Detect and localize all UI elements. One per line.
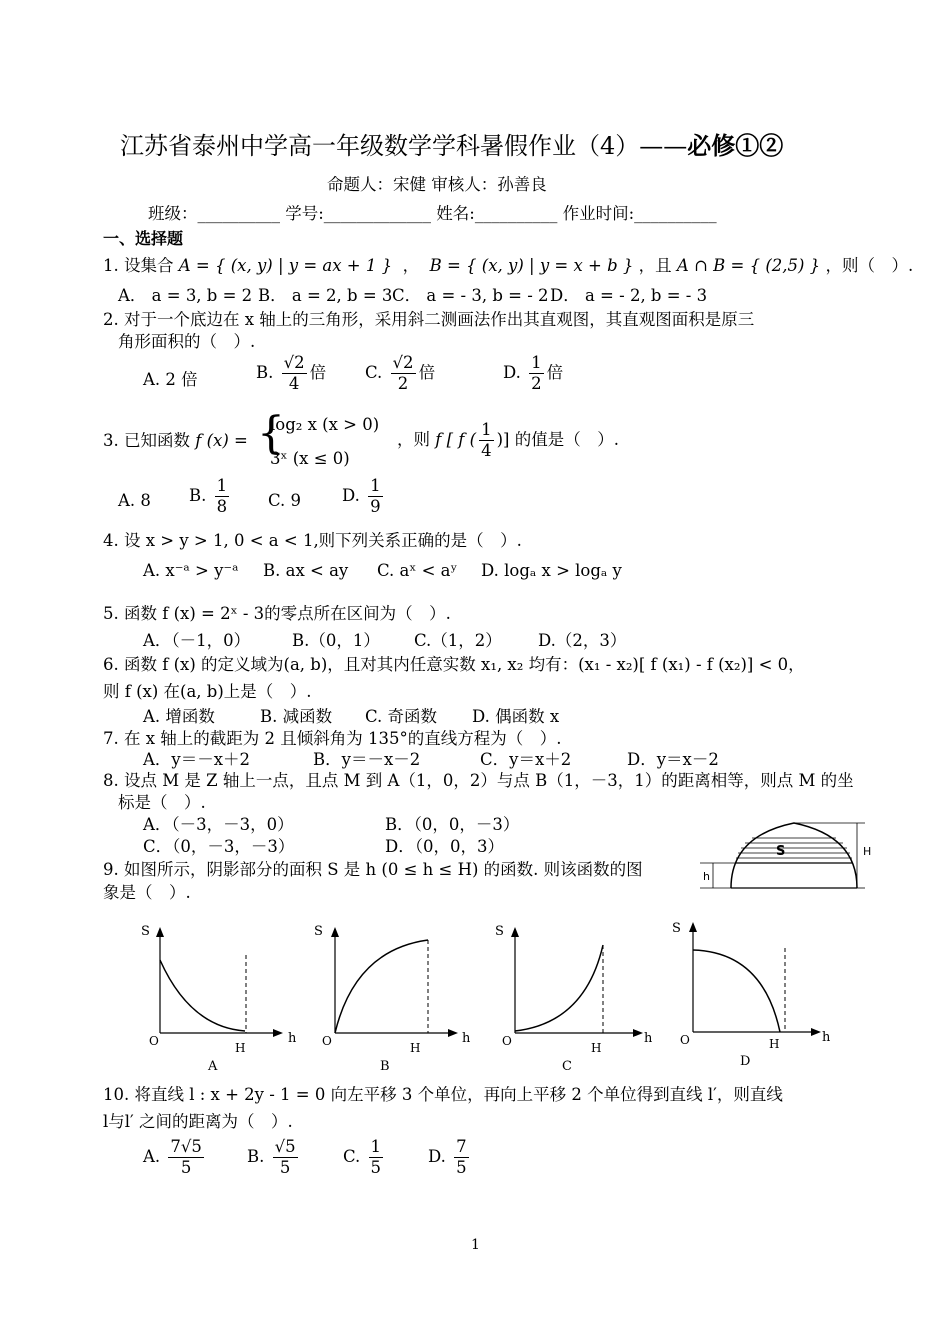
q10-d-label: D.: [428, 1147, 446, 1166]
q3-quarter-den: 4: [481, 441, 492, 460]
q9-a-axis-x: h: [288, 1031, 297, 1046]
q4-stem: 4. 设 x > y > 1, 0 < a < 1,则下列关系正确的是（ ）.: [103, 531, 522, 550]
q9-dome-s-label: S: [776, 844, 786, 859]
q8-option-d: D．（0，0，3）: [385, 837, 504, 856]
q3-tail-a: ，则: [397, 430, 430, 449]
q3-d-den: 9: [370, 497, 381, 516]
q10-c-den: 5: [370, 1158, 382, 1177]
q10-line2: l与l′ 之间的距离为（ ）.: [103, 1112, 293, 1131]
q10-option-d: [428, 1137, 472, 1178]
q7-option-d: D．y＝x－2: [627, 750, 719, 769]
q9-d-label: D: [740, 1054, 751, 1069]
q10-c-num: 1: [370, 1137, 382, 1156]
q8-line1: 8. 设点 M 是 Z 轴上一点，且点 M 到 A（1，0，2）与点 B（1，－3，1）的距离相等，则点 M 的坐: [103, 771, 854, 790]
q9-a-axis-y: S: [141, 924, 150, 939]
q2-c-fraction: [391, 353, 416, 394]
q9-d-origin: O: [680, 1033, 690, 1047]
q3-tail: [397, 420, 619, 461]
q6-line2: 则 f (x) 在(a, b)上是（ ）.: [103, 682, 312, 701]
q2-c-label: C.: [365, 363, 383, 382]
q2-line2: 角形面积的（ ）.: [118, 332, 256, 351]
q10-a-den: 5: [180, 1158, 192, 1177]
q8-option-c: C．（0，－3，－3）: [143, 837, 295, 856]
q2-b-num: √2: [283, 353, 305, 372]
q6-line1: 6. 函数 f (x) 的定义域为(a, b)，且对其内任意实数 x₁, x₂ 均有：(x₁ - x₂)[ f (x₁) - f (x₂)] < 0，: [103, 655, 805, 674]
q8-line2: 标是（ ）.: [118, 793, 206, 812]
title-bold: 必修①②: [687, 131, 784, 160]
q3-case2: 3ˣ (x ≤ 0): [270, 449, 350, 468]
q1-option-d: D． a = - 2, b = - 3: [550, 286, 708, 305]
q3-case1: log₂ x (x > 0): [270, 415, 380, 434]
q9-b-axis-y: S: [314, 924, 323, 939]
q9-graph-a: [135, 915, 310, 1075]
q5-option-d: D.（2，3）: [538, 631, 627, 650]
q10-b-fraction: [273, 1137, 298, 1178]
q2-d-num: 1: [531, 353, 542, 372]
q1-tail: ，则（ ）.: [825, 256, 914, 275]
q9-a-origin: O: [149, 1034, 159, 1048]
q3-stem: [103, 430, 248, 452]
q3-tail-c: )] 的值是（ ）.: [496, 430, 619, 449]
q1-set-a: A = { (x, y) | y = ax + 1 }: [178, 256, 393, 275]
q3-quarter: [479, 420, 494, 461]
q3-b-num: 1: [216, 476, 228, 495]
q5-stem: 5. 函数 f (x) = 2ˣ - 3的零点所在区间为（ ）.: [103, 604, 451, 623]
q2-d-den: 2: [531, 374, 542, 393]
q6-option-d: D. 偶函数 x: [472, 707, 560, 726]
q2-d-fraction: [529, 353, 544, 394]
q7-option-c: C．y＝x＋2: [480, 750, 572, 769]
q9-b-mark: H: [410, 1041, 421, 1055]
q10-b-label: B.: [247, 1147, 265, 1166]
q2-c-den: 2: [397, 374, 409, 393]
q1-intersection: A ∩ B = { (2,5) }: [676, 256, 821, 275]
q9-line2: 象是（ ）.: [103, 883, 191, 902]
q3-quarter-num: 1: [481, 420, 492, 439]
q3-fx: f (x) =: [195, 431, 248, 450]
q2-b-bei: 倍: [309, 363, 327, 382]
q9-dome-H-label: H: [863, 845, 872, 858]
q2-c-bei: 倍: [418, 363, 436, 382]
q8-option-b: B．（0，0，－3）: [385, 815, 520, 834]
q9-c-mark: H: [591, 1041, 602, 1055]
q3-b-label: B.: [189, 486, 207, 505]
q10-c-label: C.: [343, 1147, 361, 1166]
q10-a-fraction: [168, 1137, 204, 1178]
student-info-line: 班级：__________ 学号:_____________ 姓名:__________ 作业时间:__________: [148, 204, 717, 223]
page-title: [120, 131, 783, 161]
q3-d-num: 1: [370, 476, 381, 495]
q4-option-a: A. x⁻ᵃ > y⁻ᵃ: [143, 561, 239, 580]
q10-option-a: [143, 1137, 207, 1178]
q8-option-a: A．（－3，－3，0）: [143, 815, 294, 834]
q9-c-axis-x: h: [644, 1031, 653, 1046]
q3-stem-label: 3. 已知函数: [103, 431, 190, 450]
page-number: 1: [471, 1237, 480, 1253]
q10-option-c: [343, 1137, 386, 1178]
q10-line1: 10. 将直线 l : x + 2y - 1 = 0 向左平移 3 个单位，再向上平移 2 个单位得到直线 l′，则直线: [103, 1085, 783, 1104]
q10-a-num: 7√5: [170, 1137, 202, 1156]
q9-a-mark: H: [235, 1041, 246, 1055]
q1-option-b: B． a = 2, b = 3: [258, 286, 393, 305]
q9-d-axis-x: h: [822, 1030, 831, 1045]
q10-d-den: 5: [456, 1158, 467, 1177]
q2-option-c: [365, 353, 435, 394]
q9-b-label: B: [380, 1059, 390, 1074]
title-main: 江苏省泰州中学高一年级数学学科暑假作业（4）——: [120, 132, 688, 160]
q10-d-fraction: [454, 1137, 469, 1178]
q6-option-b: B. 减函数: [260, 707, 333, 726]
q7-option-b: B．y＝－x－2: [313, 750, 421, 769]
q9-graph-d: [668, 910, 843, 1070]
q9-d-axis-y: S: [672, 921, 681, 936]
q10-b-den: 5: [279, 1158, 291, 1177]
q9-graph-c: [490, 915, 665, 1075]
q9-a-label: A: [208, 1059, 218, 1074]
q4-option-d: D. logₐ x > logₐ y: [481, 561, 622, 580]
section-heading: 一、选择题: [103, 229, 184, 248]
q3-d-fraction: [368, 476, 383, 517]
q2-line1: 2. 对于一个底边在 x 轴上的三角形，采用斜二测画法作出其直观图，其直观图面积是原三: [103, 310, 755, 329]
q1-option-c: C． a = - 3, b = - 2: [392, 286, 549, 305]
q3-option-b: [189, 476, 232, 517]
q2-c-num: √2: [392, 353, 414, 372]
q9-dome-h-label: h: [703, 870, 710, 883]
q10-option-b: [247, 1137, 301, 1178]
q2-b-den: 4: [288, 374, 300, 393]
q5-option-a: A．（－1，0）: [143, 631, 251, 650]
q9-dome-figure: [700, 808, 880, 893]
q1-option-a: A． a = 3, b = 2: [118, 286, 253, 305]
q3-option-a: A. 8: [118, 491, 151, 510]
q10-d-num: 7: [456, 1137, 467, 1156]
q6-option-c: C. 奇函数: [365, 707, 438, 726]
q4-option-c: C. aˣ < aʸ: [377, 561, 458, 580]
q3-tail-b: f [ f (: [435, 430, 477, 449]
q3-b-den: 8: [216, 497, 228, 516]
q5-option-b: B.（0，1）: [292, 631, 380, 650]
q3-option-c: C. 9: [268, 491, 302, 510]
q10-b-num: √5: [274, 1137, 296, 1156]
q9-c-axis-y: S: [495, 924, 504, 939]
q2-option-b: [256, 353, 326, 394]
q2-option-a: A. 2 倍: [143, 370, 198, 389]
q1-stem-label: 1. 设集合: [103, 256, 174, 275]
q10-c-fraction: [369, 1137, 384, 1178]
authors-line: 命题人：宋健 审核人：孙善良: [327, 175, 547, 194]
q3-brace: {: [257, 408, 285, 459]
q9-c-label: C: [562, 1059, 572, 1074]
q2-b-fraction: [282, 353, 307, 394]
q9-b-axis-x: h: [462, 1031, 471, 1046]
q2-d-label: D.: [503, 363, 521, 382]
q9-d-mark: H: [769, 1037, 780, 1051]
q1-set-b: B = { (x, y) | y = x + b }: [429, 256, 634, 275]
q1-cond: ，且: [638, 256, 672, 275]
q1-stem: 1. 设集合 A = { (x, y) | y = ax + 1 } ， B = { (x, y) | y = x + b } ，且 A ∩ B = { (2,5) } ，则（ ）.: [103, 256, 914, 275]
q9-b-origin: O: [322, 1034, 332, 1048]
q7-stem: 7. 在 x 轴上的截距为 2 且倾斜角为 135°的直线方程为（ ）.: [103, 729, 562, 748]
q5-option-c: C.（1，2）: [414, 631, 502, 650]
q2-d-bei: 倍: [546, 363, 564, 382]
q10-a-label: A.: [143, 1147, 161, 1166]
q6-option-a: A. 增函数: [143, 707, 215, 726]
q3-option-d: [342, 476, 386, 517]
q7-option-a: A．y＝－x＋2: [143, 750, 251, 769]
q3-b-fraction: [215, 476, 230, 517]
q3-d-label: D.: [342, 486, 360, 505]
q2-b-label: B.: [256, 363, 274, 382]
q9-c-origin: O: [502, 1034, 512, 1048]
q4-option-b: B. ax < ay: [263, 561, 349, 580]
q2-option-d: [503, 353, 563, 394]
q9-graph-b: [310, 915, 485, 1075]
q9-line1: 9. 如图所示，阴影部分的面积 S 是 h (0 ≤ h ≤ H) 的函数. 则该函数的图: [103, 860, 643, 879]
